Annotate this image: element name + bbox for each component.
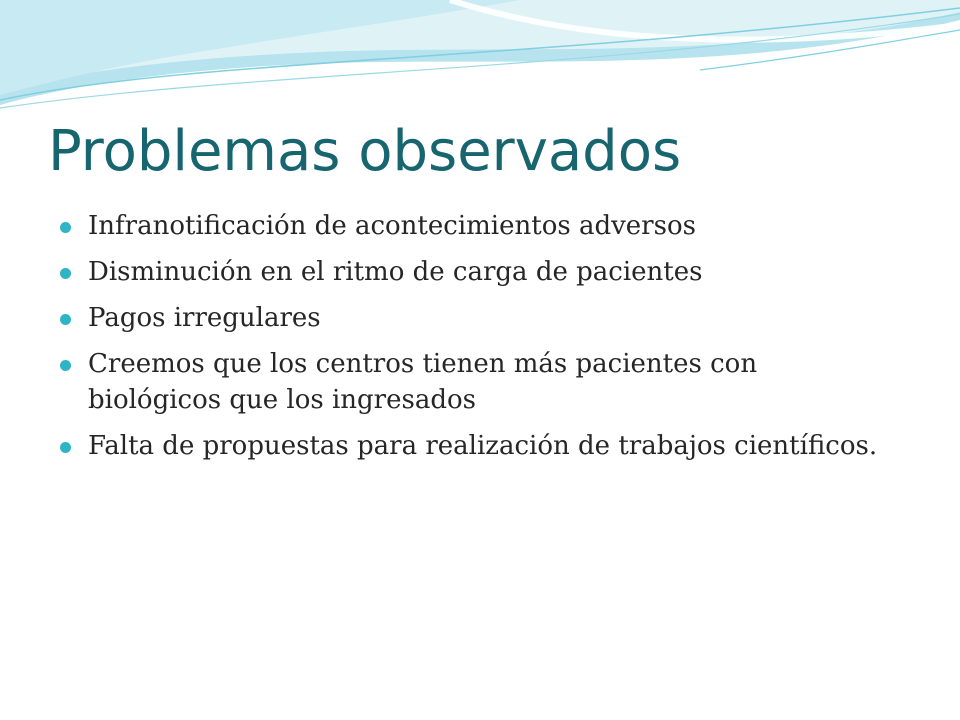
bullet-item bbox=[60, 208, 880, 244]
bullet-item bbox=[60, 346, 880, 418]
bullet-text: Infranotificación de acontecimientos adversos bbox=[88, 211, 696, 241]
bullet-text: Disminución en el ritmo de carga de pacientes bbox=[88, 257, 703, 287]
bullet-item bbox=[60, 428, 880, 464]
bullet-text: Pagos irregulares bbox=[88, 303, 321, 333]
bullet-dot-icon bbox=[60, 314, 71, 325]
bullet-item bbox=[60, 300, 880, 336]
bullet-text: Creemos que los centros tienen más pacientes con biológicos que los ingresados bbox=[88, 349, 758, 415]
bullet-dot-icon bbox=[60, 442, 71, 453]
bullet-dot-icon bbox=[60, 360, 71, 371]
header-wave-decoration bbox=[0, 0, 960, 120]
bullet-item bbox=[60, 254, 880, 290]
bullet-list bbox=[60, 208, 880, 474]
bullet-text: Falta de propuestas para realización de trabajos científicos. bbox=[88, 431, 878, 461]
bullet-dot-icon bbox=[60, 222, 71, 233]
bullet-dot-icon bbox=[60, 268, 71, 279]
slide-title: Problemas observados bbox=[48, 119, 682, 184]
